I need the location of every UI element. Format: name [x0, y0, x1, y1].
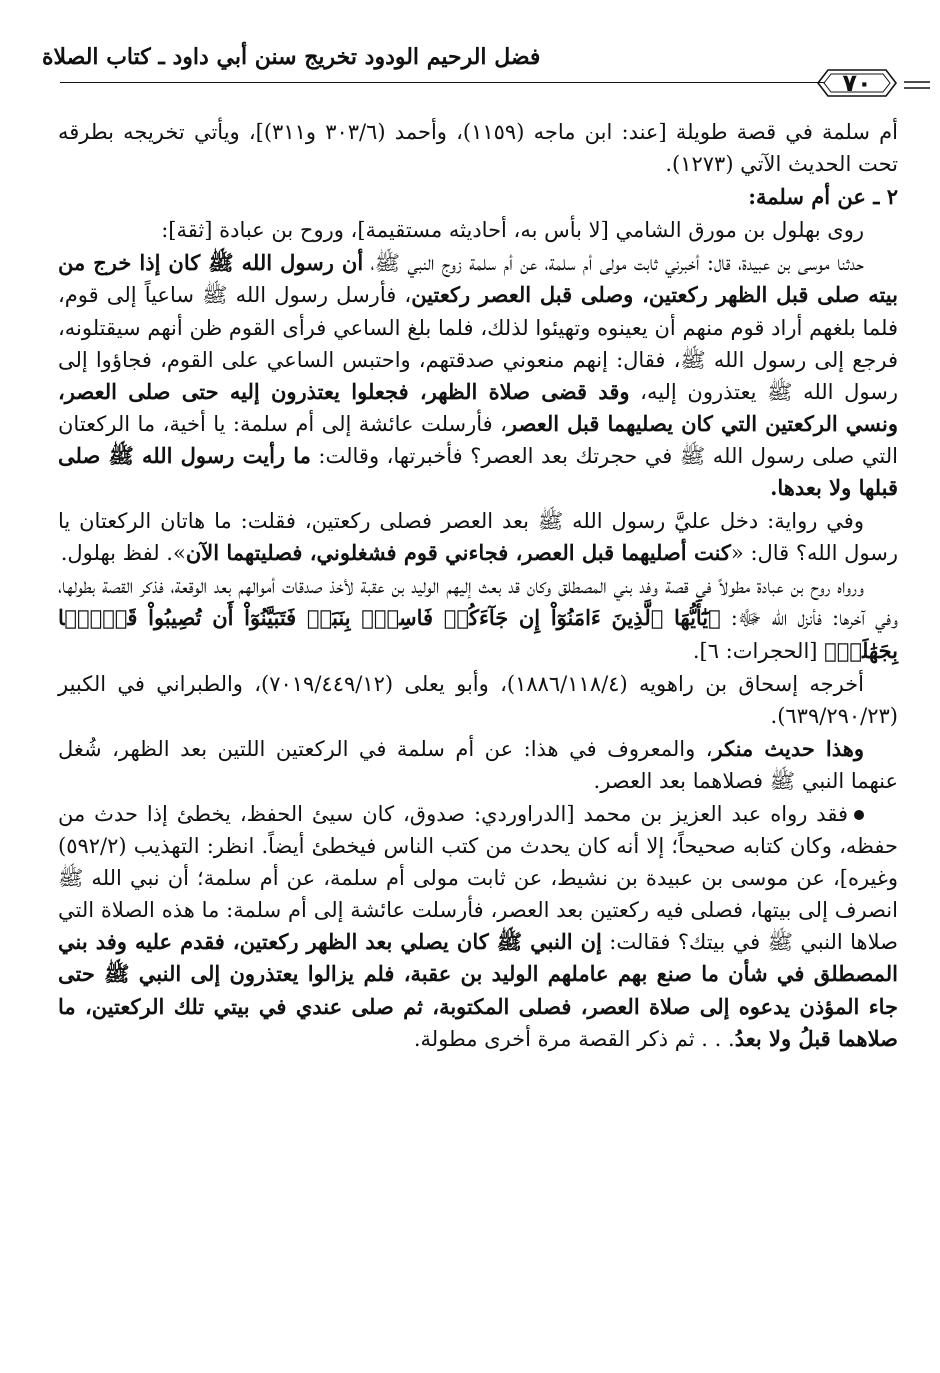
page-number-ornament [814, 62, 900, 104]
paragraph-daraawardi: فقد رواه عبد العزيز بن محمد [الدراوردي: صدوق، كان سيئ الحفظ، يخطئ إذا حدث من حفظه، وكان كتابه صحيحاً؛ إلا أنه كان يحدث من كتب الناس فيخطئ أيضاً. انظر: التهذيب (٥٩٢/٢) وغيره]، عن موسى بن عبيدة بن نشيط، عن ثابت مولى أم سلمة، عن أم سلمة؛ أن نبي الله ﷺ انصرف إلى بيتها، فصلى فيه ركعتين بعد العصر، فأرسلت عائشة إلى أم سلمة: ما هذه الصلاة التي صلاها النبي ﷺ في بيتك؟ فقالت: إن النبي ﷺ كان يصلي بعد الظهر ركعتين، فقدم عليه وفد بني المصطلق في شأن ما صنع بهم عاملهم الوليد بن عقبة، فلم يزالوا يعتذرون إلى النبي ﷺ حتى جاء المؤذن يدعوه إلى صلاة العصر، فصلى المكتوبة، ثم صلى عندي في بيتي تلك الركعتين، ما صلاهما قبلُ ولا بعدُ. . . ثم ذكر القصة مرة أخرى مطولة. [58, 801, 898, 1051]
paragraph-intro: أم سلمة في قصة طويلة [عند: ابن ماجه (١١٥٩)، وأحمد (٣٠٣/٦ و٣١١)]، ويأتي تخريجه بطرقه تحت الحديث الآتي (١٢٧٣). [58, 120, 898, 177]
paragraph-narrators: روى بهلول بن مورق الشامي [لا بأس به، أحاديثه مستقيمة]، وروح بن عبادة [ثقة]: [161, 218, 864, 243]
paragraph-takhrij: أخرجه إسحاق بن راهويه (١٨٨٦/١١٨/٤)، وأبو يعلى (٧٠١٩/٤٤٩/١٢)، والطبراني في الكبير (٦٣٩/٢٩٠/٢٣). [58, 671, 898, 728]
page-number: ٧٠ [842, 69, 872, 97]
header-title-text: فضل الرحيم الودود تخريج سنن أبي داود ـ كتاب الصلاة [42, 44, 541, 70]
running-header-title [42, 44, 562, 70]
paragraph-rawh: ورواه روح بن عبادة مطولاً في قصة وفد بني المصطلق وكان قد بعث إليهم الوليد بن عقبة لأخذ صدقات أموالهم بعد الوقعة، فذكر القصة بطولها، وفي آخرها: فأنزل الله ﷻ: ﴿يَٰٓأَيُّهَا ٱلَّذِينَ ءَامَنُوٓاْ إِن جَآءَكُمۡ فَاسِقُۢ بِنَبَإٖ فَتَبَيَّنُوٓاْ أَن تُصِيبُواْ قَوۡمَۢا بِجَهَٰلَةٖ﴾ [الحجرات: ٦]. [58, 574, 899, 663]
paragraph-hadith: حدثنا موسى بن عبيدة، قال: أخبرني ثابت مولى أم سلمة، عن أم سلمة زوج النبي ﷺ، أن رسول الله ﷺ كان إذا خرج من بيته صلى قبل الظهر ركعتين، وصلى قبل العصر ركعتين، فأرسل رسول الله ﷺ ساعياً إلى قوم، فلما بلغهم أراد قوم منهم أن يعينوه وتهيئوا لذلك، فلما بلغ الساعي فرأى القوم ظن أنهم سيقتلونه، فرجع إلى رسول الله ﷺ، فقال: إنهم منعوني صدقتهم، واحتبس الساعي على القوم، فجاؤوا إلى رسول الله ﷺ يعتذرون إليه، وقد قضى صلاة الظهر، فجعلوا يعتذرون إليه حتى صلى العصر، ونسي الركعتين التي كان يصليهما قبل العصر، فأرسلت عائشة إلى أم سلمة: يا أخية، ما الركعتان التي صلى رسول الله ﷺ في حجرتك بعد العصر؟ فأخبرتها، وقالت: ما رأيت رسول الله ﷺ صلى قبلها ولا بعدها. [58, 250, 898, 501]
page-body [58, 116, 898, 1055]
paragraph-variant: وفي رواية: دخل عليَّ رسول الله ﷺ بعد العصر فصلى ركعتين، فقلت: ما هاتان الركعتان يا رسول الله؟ قال: «كنت أصليهما قبل العصر، فجاءني قوم فشغلوني، فصليتهما الآن». لفظ بهلول. [58, 509, 898, 566]
header-dash-ornament [904, 76, 930, 88]
paragraph-judgement: وهذا حديث منكر، والمعروف في هذا: عن أم سلمة في الركعتين اللتين بعد الظهر، شُغل عنهما النبي ﷺ فصلاهما بعد العصر. [58, 735, 898, 793]
section-heading: ٢ ـ عن أم سلمة: [748, 184, 898, 210]
header-rule [60, 82, 825, 83]
quran-verse: ﴿يَٰٓأَيُّهَا ٱلَّذِينَ ءَامَنُوٓاْ إِن جَآءَكُمۡ فَاسِقُۢ بِنَبَإٖ فَتَبَيَّنُوٓاْ أَن تُصِيبُواْ قَوۡمَۢا بِجَهَٰلَةٖ﴾ [58, 605, 898, 663]
bullet-icon [854, 810, 864, 820]
